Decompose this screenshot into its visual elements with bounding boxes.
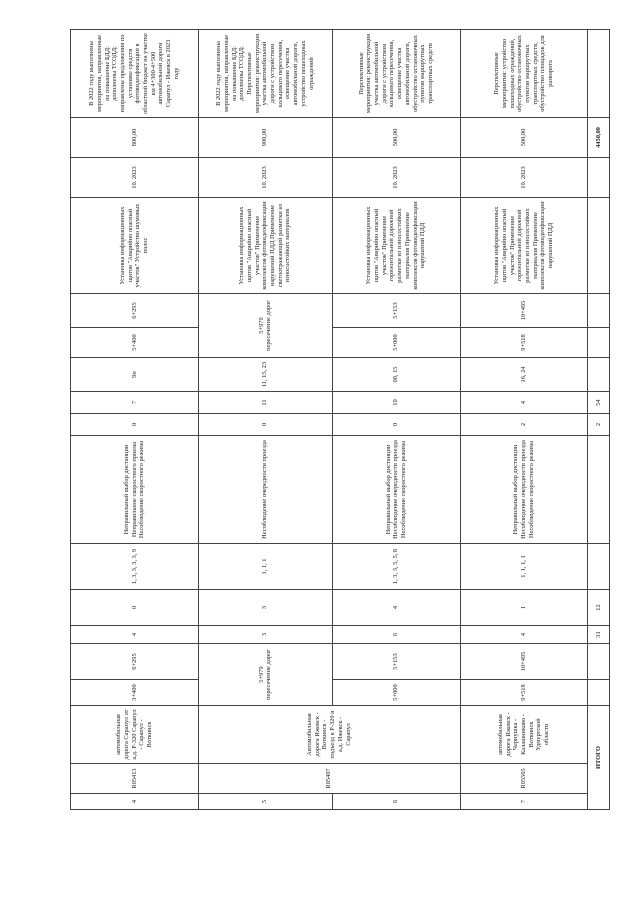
accident-factors: Неправильный выбор дистанции Несоблюдение очередности проезда Несоблюдение скоростного режима [460,436,588,544]
accidents-total: 6 [332,626,460,644]
row-number: 5 [198,794,332,810]
factor-count-a: 0 [198,414,332,436]
factor-count-a: 0 [71,414,199,436]
measure-km-to: 6+295 [71,294,199,328]
total-empty [588,294,610,328]
measure-km-from: 5+400 [71,328,199,358]
factor-count-b: 7 [71,392,199,414]
total-factor-a: 2 [588,414,610,436]
accidents-dead: 0 [71,590,199,626]
table-row [460,30,588,810]
factor-codes: 11, 15, 23 [198,358,332,392]
factor-count-b: 4 [460,392,588,414]
factor-count-b: 11 [198,392,332,414]
table-row [71,30,199,810]
km-to: 6+295 [71,644,199,680]
km-to: 10+495 [460,644,588,680]
factor-count-a: 2 [460,414,588,436]
table-row [332,30,460,810]
measure-km-from: 5+000 [332,328,460,358]
measure-km-to: 10+495 [460,294,588,328]
row-number: 6 [332,794,460,810]
accident-types: 1, 1, 1 [198,544,332,590]
road-code: R05565 [460,764,588,794]
km-from: 5+000 [332,680,460,706]
km-to: пересечение дорог [265,649,273,700]
factor-codes: 08, 15 [332,358,460,392]
cost: 900,00 [198,118,332,158]
notes: Перспективные мероприятия: устройство пешеходных ограждений, обустройство остановочных пунктов маршрутных транспортных средств, обустройство площадок для разворота [460,30,588,118]
total-cost: 4450,00 [588,118,610,158]
accidents-dead: 1 [460,590,588,626]
cost: 800,00 [71,118,199,158]
accidents-total: 3 [198,626,332,644]
road-code: R05407 [198,764,460,794]
road-name: Автомобильная дорога Ижевск - Воткинск - подъезд к Р-320 и а.д. Ижевск - Сарапул [198,706,460,764]
accident-types: 1, 3, 3, 3, 3, 9 [71,544,199,590]
notes: В 2022 году выполнены мероприятия, направленные на повышение БДД: дополнены ТСОДД; направлены предложения по установке средств фотовидеофиксации в областной бюджет на участке км 4+300-4+500 автомобильной дороги Сарапул - Ижевск в 2023 году [71,30,199,118]
total-empty [588,436,610,544]
totals-row [588,30,610,810]
total-empty [588,158,610,198]
total-empty [588,358,610,392]
measure-km-from: 9+518 [460,328,588,358]
accident-sites-table [70,29,610,810]
planned-measures: Установка информационных щитов "Аварийно опасный участок" Устройство шумовых полос [71,198,199,294]
cost: 500,00 [460,118,588,158]
completion-year: 10. 2023 [460,158,588,198]
total-empty [588,644,610,680]
total-factor-b: 54 [588,392,610,414]
row-number: 7 [460,794,588,810]
total-label: ИТОГО [588,706,610,810]
total-dead: 12 [588,590,610,626]
notes: В 2022 году выполнены мероприятия, направленные на повышение БДД: дополнены ТСОДД; Перспективные мероприятия: реконструкция участка автомобильной дороги с устройством кольцевого пересечения, освещение участка автомобильной дороги, устройство пешеходных ограждений [198,30,332,118]
accidents-total: 4 [71,626,199,644]
factor-count-a: 0 [332,414,460,436]
planned-measures: Установка информационных щитов "Аварийно опасный участок" Применение горизонтальной дорожной разметки из износостойких материалов Применение комплексов фотовидеофиксации нарушений ПДД [460,198,588,294]
accidents-dead: 3 [198,590,332,626]
notes: Перспективные мероприятия: реконструкция участка автомобильной дороги с устройством кольцевого пересечения, освещение участка автомобильной дороги, обустройство остановочных пунктов маршрутных транспортных средств [332,30,460,118]
rotated-table-frame [70,30,610,810]
completion-year: 10. 2023 [71,158,199,198]
road-name: автомобильная дорога Сарапул от а.д. Р-320 Сарапул - Сарапул - Воткинск [71,706,199,764]
accident-types: 1, 3, 3, 5, 5, 8 [332,544,460,590]
accident-factors: Несоблюдение очередности проезда [198,436,332,544]
km-from: 3+400 [71,680,199,706]
accident-factors: Неправильный выбор дистанции Неправильное скоростного приема Несоблюдение скоростного режима [71,436,199,544]
km-from: 5+979 [257,666,265,683]
km-range [198,644,332,706]
table-row [198,30,332,810]
accidents-total: 4 [460,626,588,644]
factor-codes: 9н [71,358,199,392]
planned-measures: Установка информационных щитов "Аварийно опасный участок" Применение горизонтальной дорожной разметки из износостойких материалов Применение комплексов фотовидеофиксации нарушений ПДД [332,198,460,294]
completion-year: 10. 2023 [198,158,332,198]
total-empty [588,30,610,118]
road-code: R05413 [71,764,199,794]
measure-km-to: 5+153 [332,294,460,328]
measure-km-to: пересечение дорог [265,300,273,351]
planned-measures: Установка информационных щитов "Аварийно опасный участок" Применение комплексов фотовидеофиксации нарушений ПДД Применение светоотражающей разметки из износостойких материалов [198,198,332,294]
cost: 500,00 [332,118,460,158]
document-page [70,30,610,870]
total-empty [588,680,610,706]
total-empty [588,328,610,358]
accident-factors: Неправильный выбор дистанции Несоблюдение очередности проезда Несоблюдение скоростного режима [332,436,460,544]
total-empty [588,198,610,294]
measure-km-from: 5+979 [257,317,265,334]
total-empty [588,544,610,590]
accidents-dead: 4 [332,590,460,626]
completion-year: 10. 2023 [332,158,460,198]
factor-codes: 16, 24 [460,358,588,392]
road-name: автомобильная дорога Ижевск - Чернушка - Калашниково - Воткинск Удмуртской области [460,706,588,764]
km-to: 5+153 [332,644,460,680]
factor-count-b: 10 [332,392,460,414]
km-from: 9+518 [460,680,588,706]
row-number: 4 [71,794,199,810]
accident-types: 1, 1, 1, 1 [460,544,588,590]
total-accidents: 31 [588,626,610,644]
measure-km-range [198,294,332,358]
